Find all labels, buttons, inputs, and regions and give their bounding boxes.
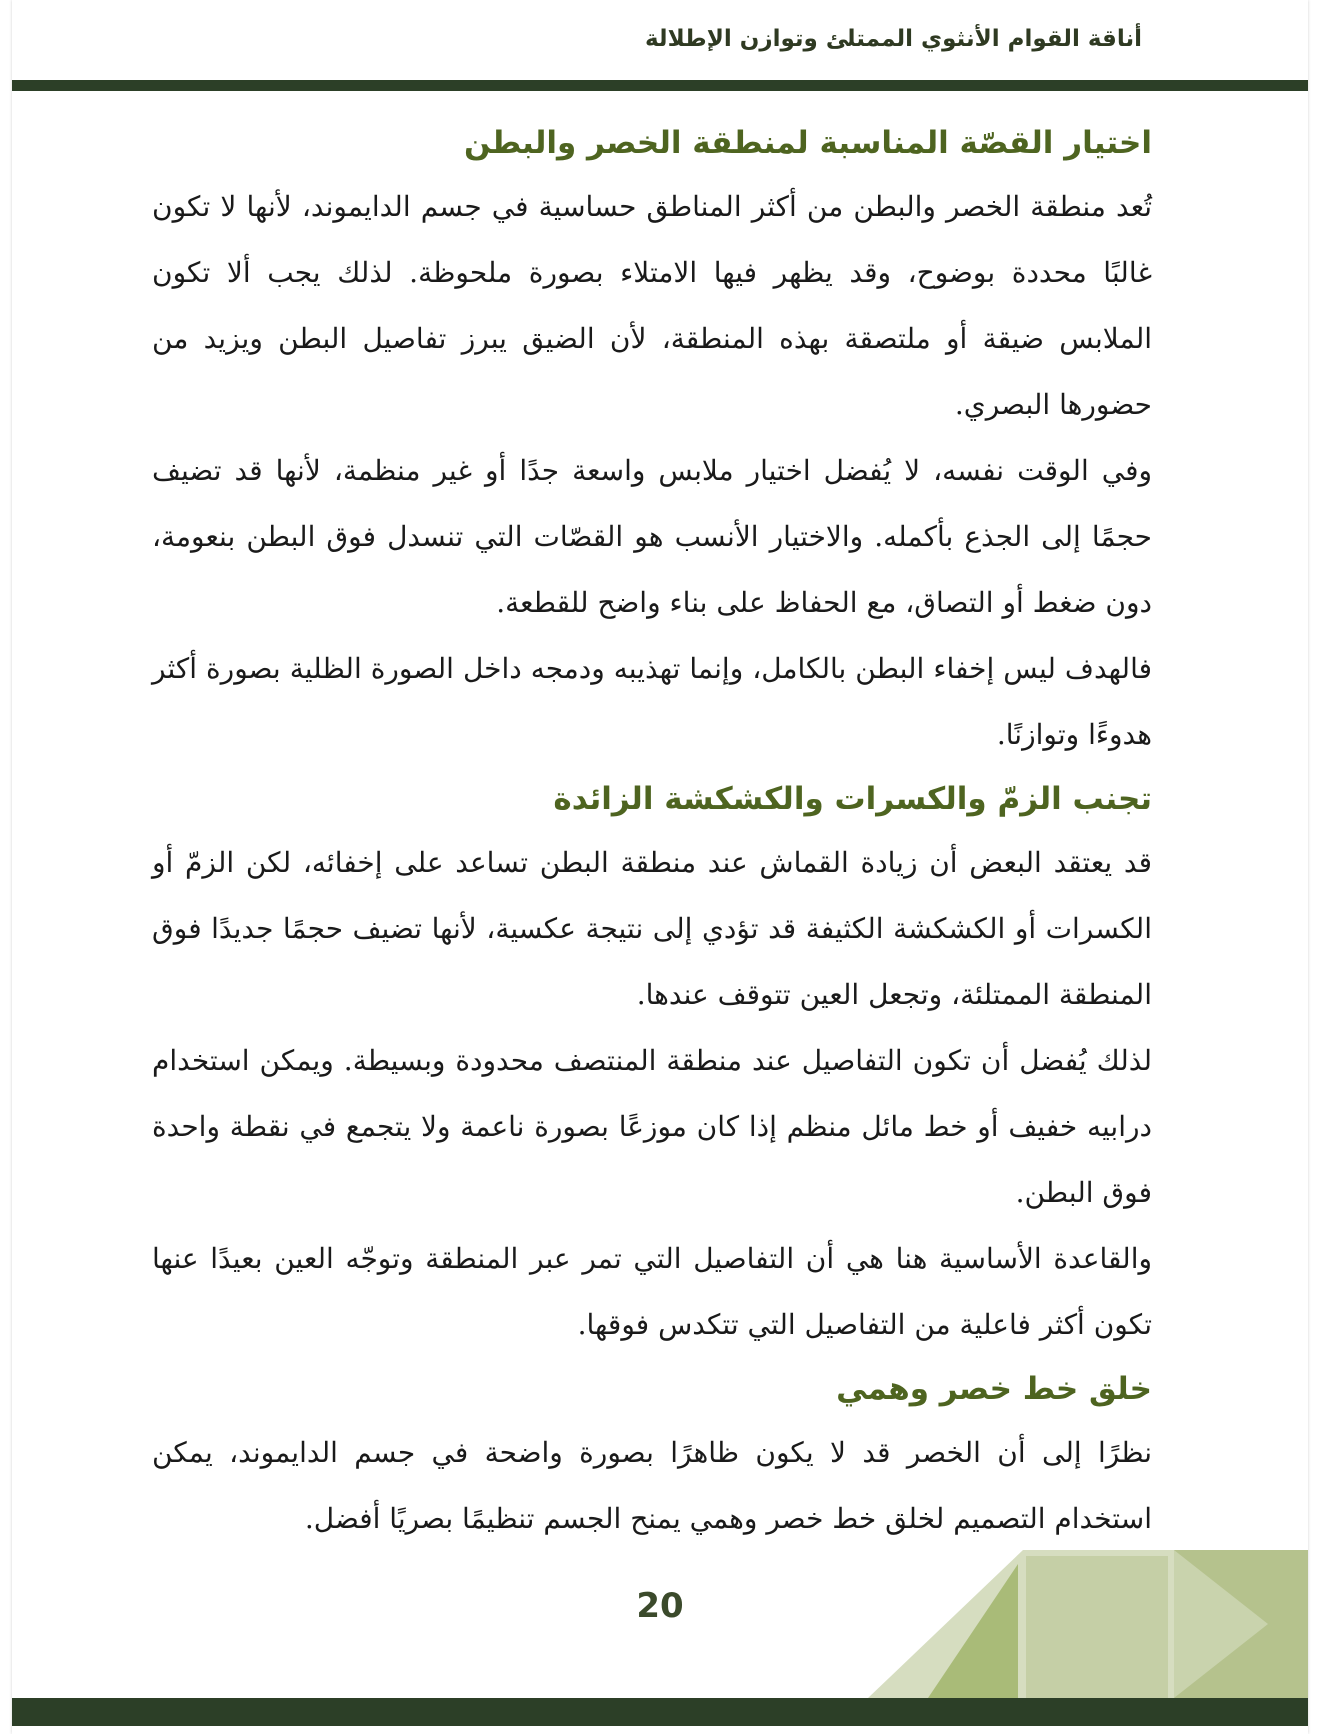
paragraph: نظرًا إلى أن الخصر قد لا يكون ظاهرًا بصورة واضحة في جسم الدايموند، يمكن استخدام التصميم لخلق خط خصر وهمي يمنح الجسم تنظيمًا بصريًا أفضل. (152, 1436, 1153, 1535)
section-waist-cut (152, 112, 1152, 768)
section-avoid-gathers (152, 768, 1152, 1358)
section-heading: خلق خط خصر وهمي (836, 1371, 1152, 1407)
footer-divider (12, 1698, 1308, 1726)
section-heading: اختيار القصّة المناسبة لمنطقة الخصر والبطن (463, 125, 1152, 161)
section-heading: تجنب الزمّ والكسرات والكشكشة الزائدة (553, 781, 1152, 817)
page-content (152, 112, 1152, 1552)
section-illusion-waist (152, 1358, 1152, 1552)
paragraph: فالهدف ليس إخفاء البطن بالكامل، وإنما تهذيبه ودمجه داخل الصورة الظلية بصورة أكثر هدوءًا وتوازنًا. (152, 652, 1152, 751)
paragraph: والقاعدة الأساسية هنا هي أن التفاصيل التي تمر عبر المنطقة وتوجّه العين بعيدًا عنها تكون أكثر فاعلية من التفاصيل التي تتكدس فوقها. (152, 1242, 1152, 1341)
corner-decoration (868, 1550, 1308, 1698)
running-header-title: أناقة القوام الأنثوي الممتلئ وتوازن الإطلالة (644, 26, 1142, 52)
paragraph: وفي الوقت نفسه، لا يُفضل اختيار ملابس واسعة جدًا أو غير منظمة، لأنها قد تضيف حجمًا إلى الجذع بأكمله. والاختيار الأنسب هو القصّات التي تنسدل فوق البطن بنعومة، دون ضغط أو التصاق، مع الحفاظ على بناء واضح للقطعة. (152, 454, 1153, 619)
decor-pale-block (1026, 1556, 1168, 1698)
paragraph: قد يعتقد البعض أن زيادة القماش عند منطقة البطن تساعد على إخفائه، لكن الزمّ أو الكسرات أو الكشكشة الكثيفة قد تؤدي إلى نتيجة عكسية، لأنها تضيف حجمًا جديدًا فوق المنطقة الممتلئة، وتجعل العين تتوقف عندها. (152, 846, 1152, 1011)
paragraph: تُعد منطقة الخصر والبطن من أكثر المناطق حساسية في جسم الدايموند، لأنها لا تكون غالبًا محددة بوضوح، وقد يظهر فيها الامتلاء بصورة ملحوظة. لذلك يجب ألا تكون الملابس ضيقة أو ملتصقة بهذه المنطقة، لأن الضيق يبرز تفاصيل البطن ويزيد من حضورها البصري. (152, 190, 1152, 421)
paragraph: لذلك يُفضل أن تكون التفاصيل عند منطقة المنتصف محدودة وبسيطة. ويمكن استخدام درابيه خفيف أو خط مائل منظم إذا كان موزعًا بصورة ناعمة ولا يتجمع في نقطة واحدة فوق البطن. (152, 1044, 1152, 1209)
page-number: 20 (636, 1586, 684, 1626)
header-divider (12, 80, 1308, 91)
